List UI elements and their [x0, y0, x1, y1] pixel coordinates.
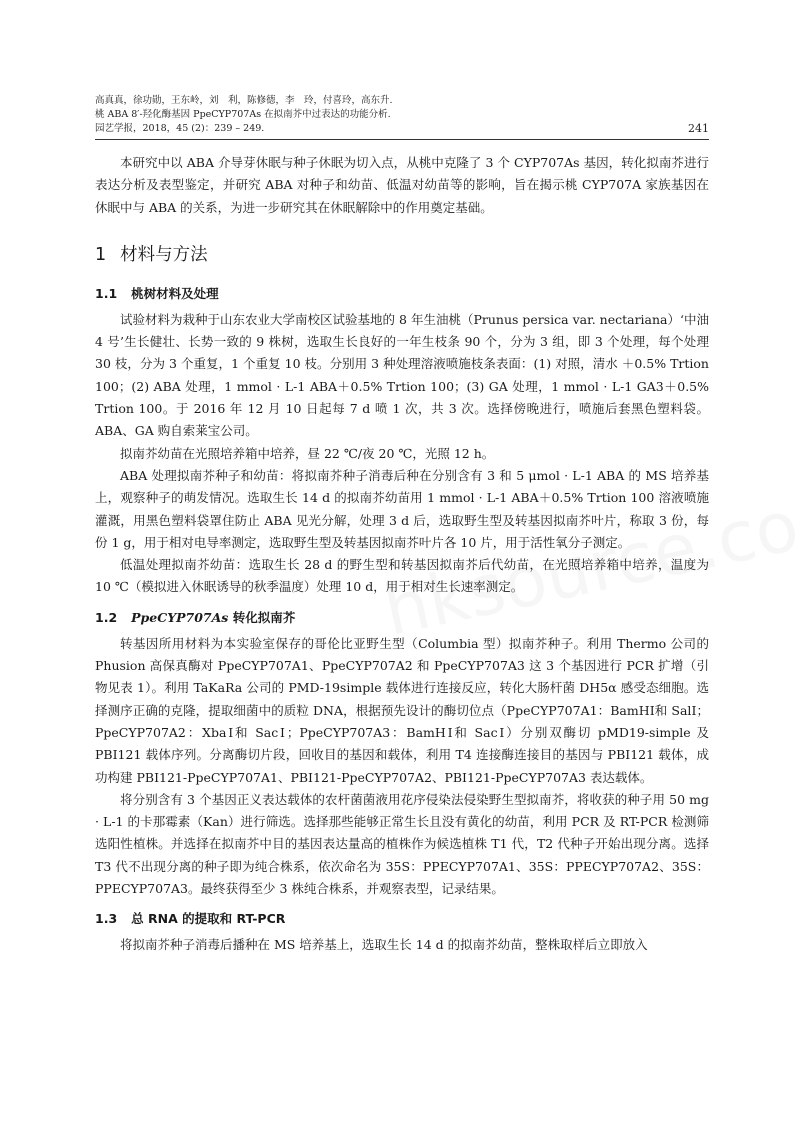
s13-paragraph-1: 将拟南芥种子消毒后播种在 MS 培养基上，选取生长 14 d 的拟南芥幼苗，整株取样后立即放入	[120, 937, 648, 953]
section-1-3-title: 总 RNA 的提取和 RT-PCR	[131, 911, 286, 927]
section-1-1-title: 桃树材料及处理	[131, 285, 219, 301]
s11-paragraph-1: 试验材料为栽种于山东农业大学南校区试验基地的 8 年生油桃（Prunus persica var. nectariana）‘中油 4 号’生长健壮、长势一致的 9 株树，选取生长良好的一年生枝条 90 个，分为 3 组，即 3 个处理，每个处理 30 枝，分为 3 个重复，1 个重复 10 枝。分别用 3 种处理溶液喷施枝条表面：(1) 对照，清水 ＋0.5% Trtion 100；(2) ABA 处理，1 mmol · L-1 ABA＋0.5% Trtion 100；(3) GA 处理，1 mmol · L-1 GA3＋0.5% Trtion 100。于 2016 年 12 月 10 日起每 7 d 喷 1 次，共 3 次。选择傍晚进行，喷施后套黑色塑料袋。ABA、GA 购自索莱宝公司。	[95, 311, 709, 439]
running-header	[95, 94, 709, 136]
section-1-3-number: 1.3	[95, 911, 118, 927]
s12-paragraph-2: 将分别含有 3 个基因正义表达载体的农杆菌菌液用花序侵染法侵染野生型拟南芥，将收获的种子用 50 mg · L-1 的卡那霉素（Kan）进行筛选。选择那些能够正常生长且没有黄化的幼苗，利用 PCR 及 RT-PCR 检测筛选阳性植株。并选择在拟南芥中目的基因表达量高的植株作为候选植株 T1 代，T2 代种子开始出现分离。选择 T3 代不出现分离的种子即为纯合株系，依次命名为 35S：PPECYP707A1、35S：PPECYP707A2、35S：PPECYP707A3。最终获得至少 3 株纯合株系，并观察表型，记录结果。	[95, 791, 709, 897]
section-1-title: 材料与方法	[120, 244, 208, 265]
section-1-2-title: 转化拟南芥	[228, 609, 296, 625]
header-journal: 园艺学报，2018，45 (2)：239 – 249.	[95, 123, 265, 134]
section-1-2-heading	[95, 607, 709, 629]
header-rule	[95, 139, 709, 140]
section-1-1-heading	[95, 283, 709, 305]
page-number: 241	[688, 122, 709, 135]
s11-paragraph-3: ABA 处理拟南芥种子和幼苗：将拟南芥种子消毒后种在分别含有 3 和 5 μmol · L-1 ABA 的 MS 培养基上，观察种子的萌发情况。选取生长 14 d 的拟南芥幼苗用 1 mmol · L-1 ABA＋0.5% Trtion 100 溶液喷施灌溉，用黑色塑料袋罩住防止 ABA 见光分解，处理 3 d 后，选取野生型及转基因拟南芥叶片，称取 3 份，每份 1 g，用于相对电导率测定，选取野生型及转基因拟南芥叶片各 10 片，用于活性氧分子测定。	[95, 467, 709, 550]
s11-paragraph-2: 拟南芥幼苗在光照培养箱中培养，昼 22 ℃/夜 20 ℃，光照 12 h。	[120, 445, 495, 461]
section-1-2-gene: PpeCYP707As	[131, 609, 229, 625]
section-1-1-number: 1.1	[95, 285, 118, 301]
s11-paragraph-4: 低温处理拟南芥幼苗：选取生长 28 d 的野生型和转基因拟南芥后代幼苗，在光照培养箱中培养，温度为 10 ℃（模拟进入休眠诱导的秋季温度）处理 10 d，用于相对生长速率测定。	[95, 557, 709, 595]
header-authors: 高真真，徐功勋，王东岭，刘 利，陈修德，李 玲，付喜玲，高东升.	[95, 95, 393, 106]
section-1-number: 1	[95, 244, 107, 265]
section-1-heading	[95, 241, 709, 266]
header-title: 桃 ABA 8′-羟化酶基因 PpeCYP707As 在拟南芥中过表达的功能分析.	[95, 109, 391, 120]
s12-paragraph-1: 转基因所用材料为本实验室保存的哥伦比亚野生型（Columbia 型）拟南芥种子。利用 Thermo 公司的 Phusion 高保真酶对 PpeCYP707A1、PpeCYP707A2 和 PpeCYP707A3 这 3 个基因进行 PCR 扩增（引物见表 1）。利用 TaKaRa 公司的 PMD-19simple 载体进行连接反应，转化大肠杆菌 DH5α 感受态细胞。选择测序正确的克隆，提取细菌中的质粒 DNA，根据预先设计的酶切位点（PpeCYP707A1：BamHⅠ和 SalⅠ；PpeCYP707A2：XbaⅠ和 SacⅠ；PpeCYP707A3：BamHⅠ和 SacⅠ）分别双酶切 pMD19-simple 及 PBI121 载体序列。分离酶切片段，回收目的基因和载体，利用 T4 连接酶连接目的基因与 PBI121 载体，成功构建 PBI121-PpeCYP707A1、PBI121-PpeCYP707A2、PBI121-PpeCYP707A3 表达载体。	[95, 635, 709, 785]
main-body	[95, 152, 709, 957]
section-1-3-heading	[95, 908, 709, 930]
intro-paragraph: 本研究中以 ABA 介导芽休眠与种子休眠为切入点，从桃中克隆了 3 个 CYP707As 基因，转化拟南芥进行表达分析及表型鉴定，并研究 ABA 对种子和幼苗、低温对幼苗等的影响，旨在揭示桃 CYP707A 家族基因在休眠中与 ABA 的关系，为进一步研究其在休眠解除中的作用奠定基础。	[95, 155, 709, 215]
section-1-2-number: 1.2	[95, 609, 118, 625]
